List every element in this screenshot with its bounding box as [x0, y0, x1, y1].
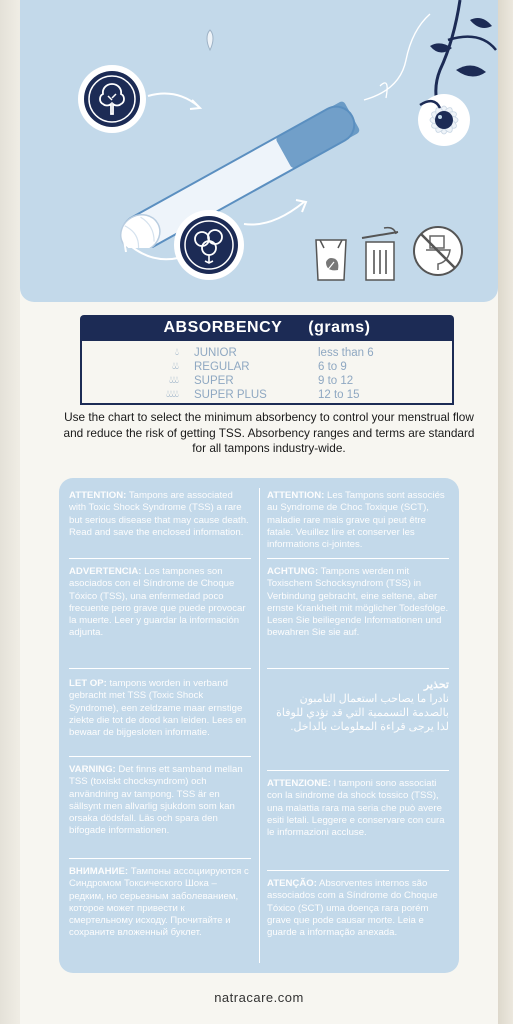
- website-footer: natracare.com: [214, 990, 304, 1005]
- warning-nl: [69, 678, 251, 739]
- warning-it: [267, 778, 449, 839]
- divider: [69, 558, 251, 559]
- arrow-icon: [120, 230, 180, 270]
- column-divider: [259, 488, 260, 963]
- warning-text: tampons worden in verband gebracht met TSS (Toxic Shock Syndrome), een zeldzame maar ernstige ziekte die tot de dood kan leiden. Lees en bewaar de bijgesloten informatie.: [69, 678, 247, 739]
- warning-label: ВНИМАНИЕ:: [69, 866, 129, 877]
- warning-label: ATTENTION:: [267, 490, 325, 501]
- warning-label: VARNING:: [69, 764, 116, 775]
- warning-sv: [69, 764, 251, 838]
- absorbency-header: [80, 315, 454, 341]
- absorbency-chart: [60, 315, 478, 465]
- warning-ru: [69, 866, 251, 940]
- divider: [69, 756, 251, 757]
- absorbency-range: 12 to 15: [318, 389, 360, 401]
- warning-text: I tamponi sono associati con la sindrome da shock tossico (TSS), una malattia rara ma seria che può avere esiti letali. Leggere e conservare con cura le informazioni accluse.: [267, 778, 445, 839]
- warning-text: Los tampones son asociados con el Síndrome de Choque Tóxico (TSS), una enfermedad poco frecuente pero grave que puede provocar la muerte. Leer y guardar la información adjunta.: [69, 566, 246, 639]
- drop-icon: 💧︎💧︎: [172, 361, 178, 372]
- flower-illustration: [400, 0, 498, 160]
- divider: [267, 668, 449, 669]
- absorbency-row: [82, 375, 452, 390]
- warning-label: تحذير: [423, 679, 449, 691]
- trash-bin-icon: [358, 226, 404, 284]
- warning-pt: [267, 878, 449, 939]
- warning-label: ATTENTION:: [69, 490, 127, 501]
- absorbency-description: Use the chart to select the minimum absorbency to control your menstrual flow and reduce the risk of getting TSS. Absorbency ranges and terms are standard for all tampons industry-wide.: [63, 410, 475, 455]
- absorbency-name: SUPER: [194, 375, 234, 387]
- drop-icon: 💧︎💧︎💧︎: [169, 375, 178, 386]
- illustration-panel: [20, 0, 498, 302]
- warning-fr: [267, 490, 449, 551]
- drop-icon: 💧︎💧︎💧︎💧︎: [166, 389, 178, 400]
- warning-es: [69, 566, 251, 640]
- divider: [267, 870, 449, 871]
- warning-en: [69, 490, 251, 539]
- absorbency-name: JUNIOR: [194, 347, 237, 359]
- arrow-icon: [242, 196, 312, 236]
- absorbency-range: less than 6: [318, 347, 374, 359]
- absorbency-range: 6 to 9: [318, 361, 347, 373]
- divider: [69, 858, 251, 859]
- no-flush-toilet-icon: [412, 222, 464, 280]
- absorbency-row: [82, 347, 452, 362]
- warning-label: ATTENZIONE:: [267, 778, 331, 789]
- divider: [267, 558, 449, 559]
- warning-text: Les Tampons sont associés au Syndrome de Choc Toxique (SCT), maladie rare mais grave qui peut être fatale. Veuillez lire et conserver les informations ci-jointes.: [267, 490, 445, 551]
- warning-text: Тампоны ассоциируются с Синдромом Токсического Шока – редким, но серьезным заболеванием, которое может привести к смертельному исходу. Прочитайте и сохраните вложенный буклет.: [69, 866, 249, 939]
- absorbency-name: SUPER PLUS: [194, 389, 267, 401]
- absorbency-range: 9 to 12: [318, 375, 354, 387]
- box-left-edge: [0, 0, 20, 1024]
- warning-label: ATENÇÃO:: [267, 878, 317, 889]
- warning-text: Det finns ett samband mellan TSS (toxiskt chocksyndrom) och användning av tampong. TSS är en sällsynt men allvarlig sjukdom som kan orsaka dödsfall. Läs och spara den bifogade informationen.: [69, 764, 243, 837]
- warning-text: نادرا ما يصاحب استعمال التامبون بالصدمة التسممية التي قد تؤدي للوفاة لذا يرجى قراءة المعلومات بالداخل.: [276, 693, 449, 733]
- warning-text: Tampons werden mit Toxischem Schocksyndrom (TSS) in Verbindung gebracht, eine seltene, aber ernste Krankheit mit möglicher Todesfolge. Lesen Sie beiliegende Informationen und bewahren Sie sie auf.: [267, 566, 449, 639]
- absorbency-name: REGULAR: [194, 361, 250, 373]
- absorbency-title: ABSORBENCY: [163, 319, 283, 336]
- absorbency-row: [82, 361, 452, 376]
- warning-text: Absorventes internos são associados com a Síndrome do Choque Tóxico (SCT) uma doença rara porém grave que pode causar morte. Leia e guarde a informação anexada.: [267, 878, 438, 939]
- warning-label: LET OP:: [69, 678, 107, 689]
- warning-label: ACHTUNG:: [267, 566, 319, 577]
- divider: [69, 668, 251, 669]
- cotton-boll-icon: [174, 210, 244, 280]
- warnings-panel: [59, 478, 459, 973]
- warning-label: ADVERTENCIA:: [69, 566, 142, 577]
- warning-ar: [267, 678, 449, 734]
- box-right-edge: [498, 0, 513, 1024]
- divider: [267, 770, 449, 771]
- warning-text: Tampons are associated with Toxic Shock Syndrome (TSS) a rare but serious disease that may cause death. Read and save the enclosed information.: [69, 490, 249, 538]
- drop-icon: 💧︎: [175, 347, 178, 358]
- absorbency-table: [80, 341, 454, 405]
- warning-de: [267, 566, 449, 640]
- absorbency-row: [82, 389, 452, 404]
- hang-tab-icon: [203, 28, 217, 52]
- compostable-bag-icon: [310, 236, 352, 284]
- package-panel: [20, 0, 498, 1024]
- absorbency-unit: (grams): [308, 319, 371, 336]
